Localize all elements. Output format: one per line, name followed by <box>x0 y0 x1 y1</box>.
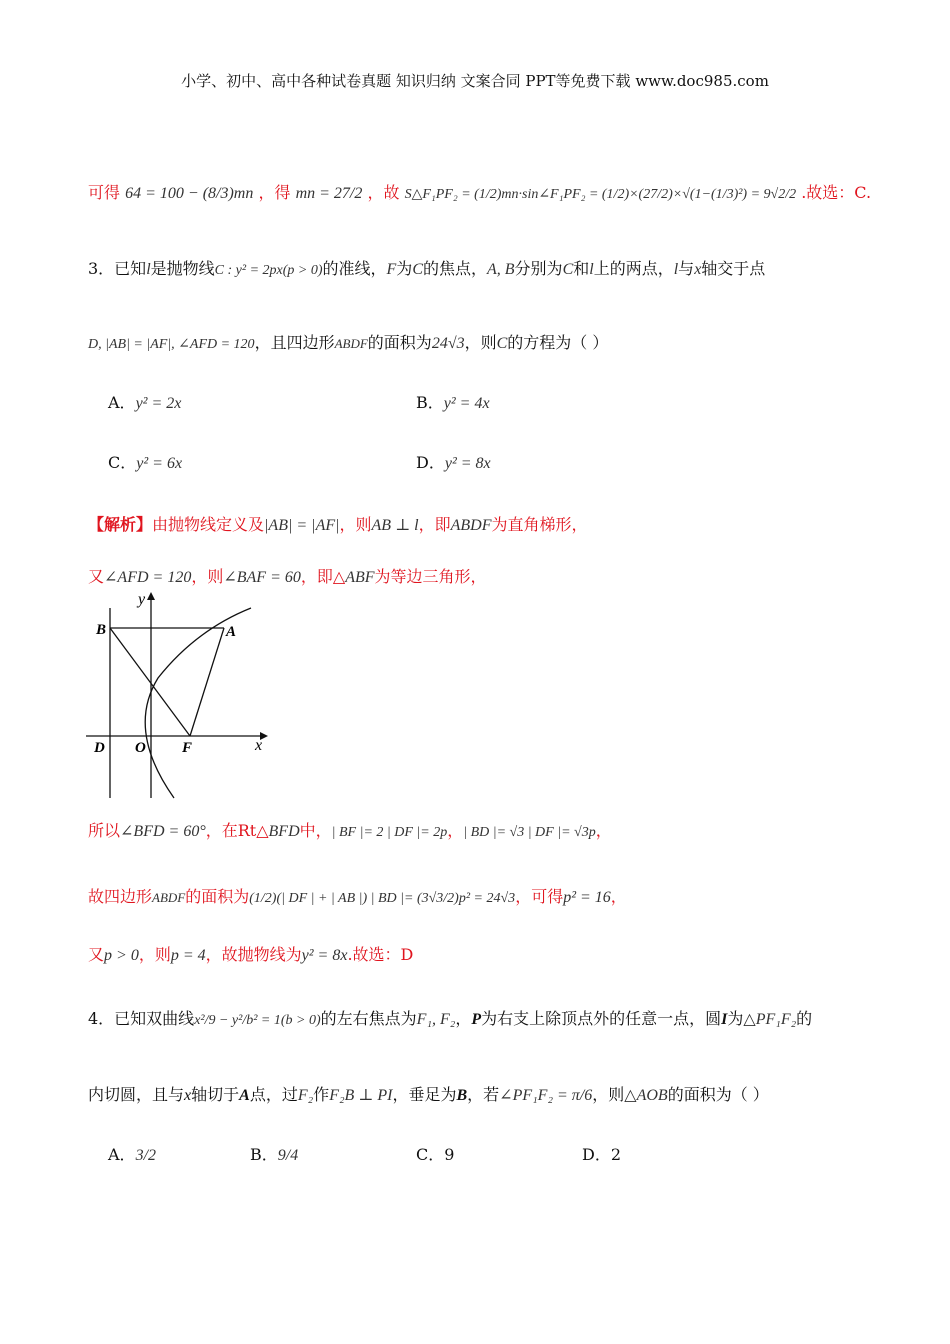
a5-m3: y² = 8x <box>301 947 348 964</box>
q2-eq3: S△F₁PF₂ = (1/2)mn·sin∠F₁PF₂ = (1/2)×(27/2)×√(1−(1/3)²) = 9√2/2 <box>404 187 797 202</box>
q3-option-b[interactable] <box>416 390 490 413</box>
page-header: 小学、初中、高中各种试卷真题 知识归纳 文案合同 PPT等免费下载 www.doc985.com <box>181 72 769 90</box>
q4-foci: F₁, F₂ <box>416 1011 456 1028</box>
option-eq: y² = 6x <box>136 455 183 472</box>
a3-m1: ∠BFD = 60° <box>120 823 206 840</box>
option-label: C． <box>416 1145 445 1164</box>
a2-t4: 为等边三角形， <box>374 567 487 586</box>
a2-m2: ∠BAF = 60 <box>223 569 301 586</box>
analysis-tag: 【解析】 <box>88 515 153 534</box>
q4-t2: ， <box>455 1009 472 1028</box>
label-b: B <box>96 622 107 638</box>
q3-t9: 轴交于点 <box>701 259 766 278</box>
q4-t1: 的左右焦点为 <box>320 1009 417 1028</box>
label-d: D <box>94 740 105 756</box>
option-value: 9 <box>444 1145 455 1164</box>
a2-t1: 又 <box>88 567 105 586</box>
q4-f2: F₂ <box>297 1087 314 1104</box>
a1-t4: 为直角梯形， <box>491 515 588 534</box>
q4-angle: ∠PF₁F₂ = π/6 <box>499 1087 593 1104</box>
a4-m2: (1/2)(| DF | + | AB |) | BD |= (3√3/2)p² = 24√3 <box>249 891 516 906</box>
q3-t3: 为 <box>396 259 413 278</box>
option-label: B． <box>416 393 444 412</box>
q4-stem-line1 <box>88 1006 812 1029</box>
a5-t2: ，则 <box>138 945 171 964</box>
q4-l2-t6: ，若 <box>467 1085 500 1104</box>
label-f: F <box>182 740 193 756</box>
q2-conclusion <box>88 180 871 203</box>
q3-area: 24√3 <box>431 335 465 352</box>
q4-p: P <box>471 1011 482 1028</box>
q3-f: F <box>386 261 397 278</box>
q3-x: x <box>694 261 702 278</box>
q3-t2: 的准线， <box>322 259 387 278</box>
a1-m3: ABDF <box>450 517 492 534</box>
q3-stem-line1 <box>88 256 765 279</box>
a5-t3: ，故抛物线为 <box>205 945 302 964</box>
a1-t2: ，则 <box>339 515 372 534</box>
option-label: A． <box>108 1145 136 1164</box>
a2-m3: ABF <box>345 569 375 586</box>
q4-l2-t8: 的面积为（ ） <box>667 1085 769 1104</box>
a5-t1: 又 <box>88 945 105 964</box>
q3-ab: A, B <box>487 261 515 278</box>
a4-t4: ， <box>610 887 627 906</box>
a3-t1: 所以 <box>88 821 121 840</box>
q3-stem-line2 <box>88 330 608 353</box>
q2-t1: 可得 <box>88 183 121 202</box>
q3-l3: l <box>673 261 679 278</box>
q3-l: l <box>146 261 151 278</box>
label-x: x <box>255 737 263 754</box>
option-value: 3/2 <box>135 1147 157 1164</box>
q3-t12: ，则 <box>464 333 497 352</box>
option-eq: y² = 4x <box>443 395 490 412</box>
option-value: 9/4 <box>277 1147 299 1164</box>
a3-t5: ， <box>595 821 612 840</box>
a3-m2: BFD <box>268 823 300 840</box>
q4-l2-t5: ，垂足为 <box>392 1085 457 1104</box>
a3-t3: 中， <box>299 821 332 840</box>
a5-m1: p > 0 <box>104 947 139 964</box>
a4-t1: 故四边形 <box>88 887 153 906</box>
q2-t2: ，得 <box>258 183 291 202</box>
q3-c3: C <box>562 261 574 278</box>
q3-option-d[interactable] <box>416 450 491 473</box>
a3-m3: | BF |= 2 | DF |= 2p <box>331 825 448 840</box>
analysis-line5 <box>88 942 413 965</box>
q4-number: 4．已知双曲线 <box>88 1009 195 1028</box>
q3-condition: D, |AB| = |AF|, ∠AFD = 120 <box>88 337 255 352</box>
label-y: y <box>138 591 146 608</box>
a4-t2: 的面积为 <box>185 887 250 906</box>
q4-perp: F₂B ⊥ PI <box>329 1087 393 1104</box>
q3-l2: l <box>589 261 594 278</box>
a4-m1: ABDF <box>152 890 186 905</box>
analysis-line2 <box>88 564 487 587</box>
q3-t5: 分别为 <box>514 259 563 278</box>
label-a: A <box>226 624 237 640</box>
q3-option-a[interactable] <box>108 390 181 413</box>
q4-option-a[interactable] <box>108 1142 156 1165</box>
q4-t5: 的 <box>796 1009 813 1028</box>
a3-t4: ， <box>447 821 464 840</box>
q4-l2-t7: ，则 <box>592 1085 625 1104</box>
option-value: 2 <box>610 1145 622 1164</box>
a5-m2: p = 4 <box>170 947 206 964</box>
q3-number: 3．已知 <box>88 259 147 278</box>
a5-t4: .故选：D <box>347 945 414 964</box>
q4-l2-t2: 轴切于 <box>191 1085 240 1104</box>
option-label: C． <box>108 453 137 472</box>
q4-t4: 为 <box>727 1009 744 1028</box>
q3-t6: 和 <box>573 259 590 278</box>
q4-stem-line2 <box>88 1082 769 1105</box>
q4-i: I <box>721 1011 728 1028</box>
q4-b: B <box>456 1087 468 1104</box>
a2-m1: ∠AFD = 120 <box>104 569 192 586</box>
a1-t3: ，即 <box>418 515 451 534</box>
q4-option-c[interactable] <box>416 1142 454 1165</box>
segment-af <box>190 628 224 736</box>
q2-t4: .故选：C. <box>801 183 872 202</box>
q4-l2-t4: 作 <box>313 1085 330 1104</box>
a1-t1: 由抛物线定义及 <box>152 515 265 534</box>
a3-m4: | BD |= √3 | DF |= √3p <box>463 825 596 840</box>
q3-t1: 是抛物线 <box>150 259 215 278</box>
a1-m2: AB ⊥ l <box>371 517 419 534</box>
q4-aob: △AOB <box>624 1087 668 1104</box>
q3-t8: 与 <box>678 259 695 278</box>
q2-eq1: 64 = 100 − (8/3)mn <box>125 185 254 202</box>
option-eq: y² = 8x <box>444 455 491 472</box>
a1-m1: |AB| = |AF| <box>264 517 340 534</box>
a3-t2: ，在Rt△ <box>205 821 269 840</box>
option-label: B． <box>250 1145 278 1164</box>
q3-c2: C <box>412 261 423 278</box>
option-eq: y² = 2x <box>135 395 182 412</box>
q3-t13: 的方程为（ ） <box>507 333 609 352</box>
q3-t7: 上的两点， <box>593 259 674 278</box>
q4-x: x <box>184 1087 192 1104</box>
q4-option-b[interactable] <box>250 1142 298 1165</box>
q3-parabola: C : y² = 2px(p > 0) <box>214 263 323 278</box>
a2-t3: ，即△ <box>300 567 346 586</box>
q3-abdf: ABDF <box>334 336 368 351</box>
q3-t11: 的面积为 <box>367 333 432 352</box>
a4-m3: p² = 16 <box>563 889 611 906</box>
option-label: A． <box>108 393 136 412</box>
q4-t3: 为右支上除顶点外的任意一点，圆 <box>481 1009 722 1028</box>
q3-c4: C <box>496 335 508 352</box>
q4-l2-t3: 点，过 <box>249 1085 298 1104</box>
a2-t2: ，则 <box>191 567 224 586</box>
q4-a: A <box>239 1087 250 1104</box>
analysis-line4 <box>88 884 627 907</box>
q4-option-d[interactable] <box>582 1142 621 1165</box>
q2-t3: ，故 <box>367 183 400 202</box>
label-o: O <box>135 740 146 756</box>
q3-t10: ，且四边形 <box>254 333 335 352</box>
q2-eq2: mn = 27/2 <box>295 185 363 202</box>
q3-t4: 的焦点， <box>422 259 487 278</box>
option-label: D． <box>582 1145 611 1164</box>
analysis-line1 <box>88 512 587 535</box>
y-axis-arrow <box>147 592 155 600</box>
q4-triangle: △PF₁F₂ <box>743 1011 797 1028</box>
parabola-figure <box>86 590 276 800</box>
q4-l2-t1: 内切圆，且与 <box>88 1085 185 1104</box>
q3-option-c[interactable] <box>108 450 182 473</box>
analysis-line3 <box>88 818 612 841</box>
a4-t3: ，可得 <box>515 887 564 906</box>
option-label: D． <box>416 453 445 472</box>
q4-hyperbola: x²/9 − y²/b² = 1(b > 0) <box>194 1013 321 1028</box>
segment-bf <box>110 628 190 736</box>
